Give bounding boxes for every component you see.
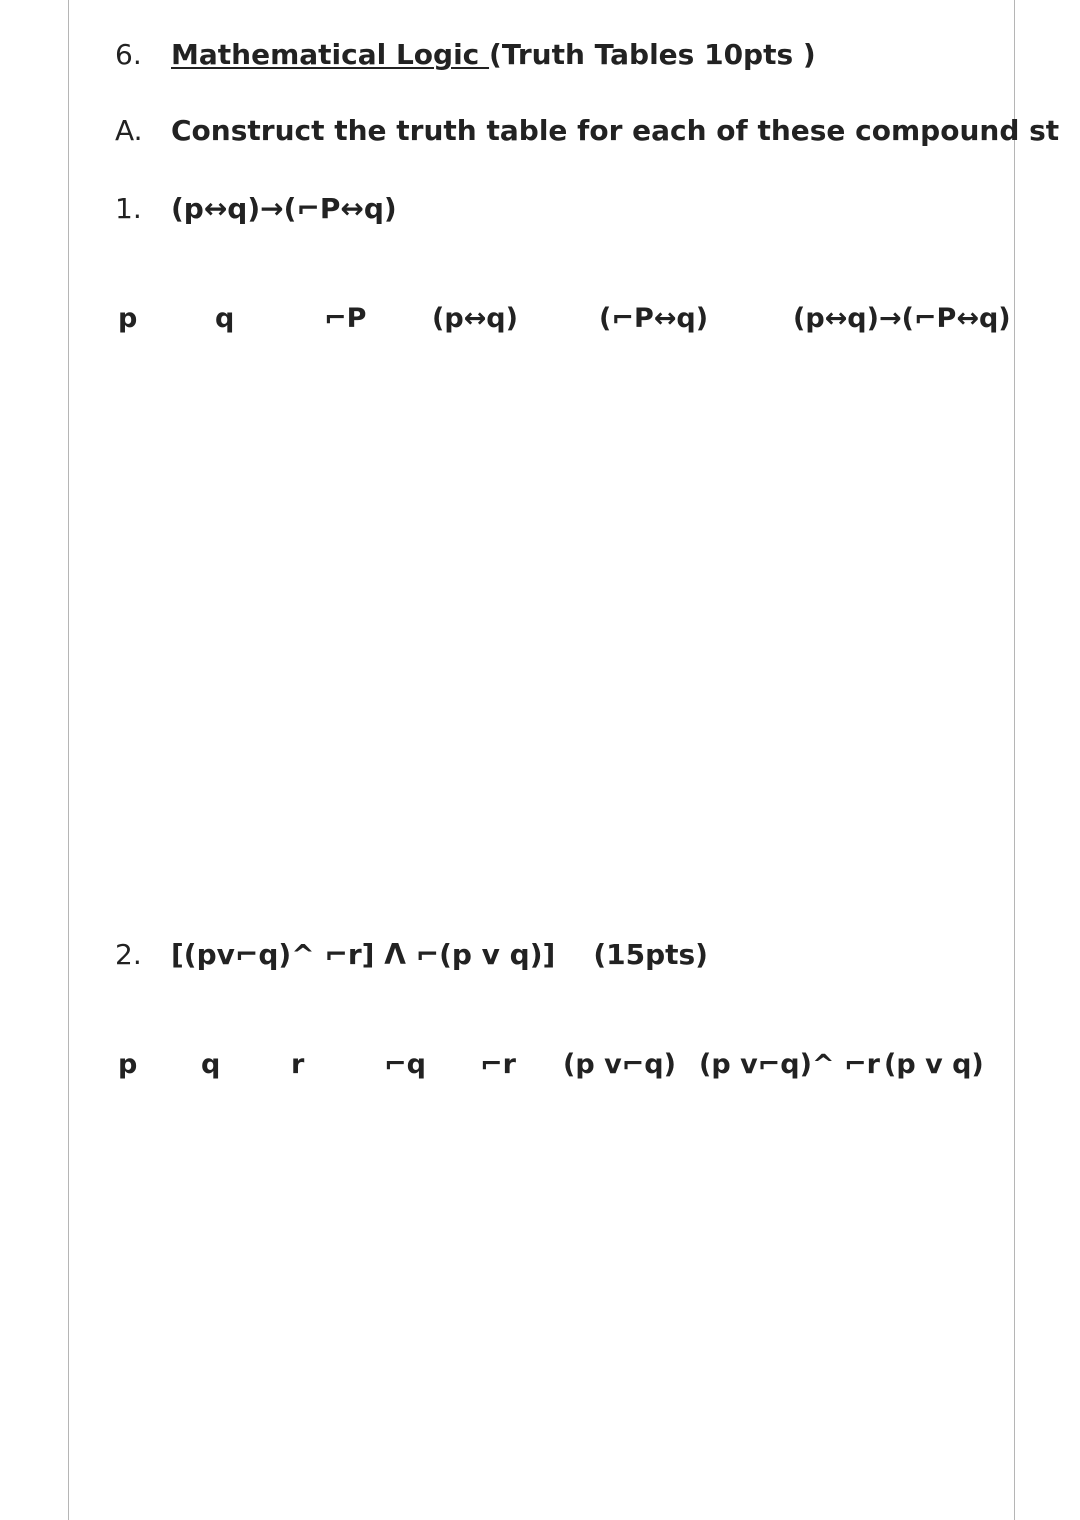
part-a-letter: A. xyxy=(115,114,143,147)
problem-2-heading xyxy=(115,938,708,972)
p1-header-p-iff-q: (p↔q) xyxy=(432,303,518,334)
problem-1-number: 1. xyxy=(115,192,142,225)
p1-header-not-p-iff-q: (⌐P↔q) xyxy=(599,303,709,334)
p2-header-not-q: ⌐q xyxy=(384,1049,426,1080)
section-title-rest: (Truth Tables 10pts ) xyxy=(489,38,816,71)
problem-1-heading xyxy=(115,192,397,226)
p2-header-p-or-not-q: (p v⌐q) xyxy=(563,1049,676,1080)
p2-header-q: q xyxy=(201,1049,221,1080)
section-heading xyxy=(115,38,816,72)
p2-header-not-r: ⌐r xyxy=(480,1049,516,1080)
p2-header-p: p xyxy=(118,1049,138,1080)
p2-header-and-not-r: (p v⌐q)^ ⌐r xyxy=(699,1049,880,1080)
part-a-instruction xyxy=(115,114,1060,148)
part-a-text: Construct the truth table for each of these compound st xyxy=(171,114,1060,147)
p1-header-p: p xyxy=(118,303,138,334)
section-number: 6. xyxy=(115,38,142,71)
problem-2-points: (15pts) xyxy=(593,938,708,971)
p1-header-q: q xyxy=(215,303,235,334)
section-title-underlined: Mathematical Logic xyxy=(171,38,490,71)
problem-1-expression: (p↔q)→(⌐P↔q) xyxy=(171,192,397,225)
p1-header-implication: (p↔q)→(⌐P↔q) xyxy=(793,303,1011,334)
p1-header-not-p: ⌐P xyxy=(324,303,367,334)
problem-2-expression: [(pv⌐q)^ ⌐r] Λ ⌐(p v q)] xyxy=(171,938,556,971)
problem-2-number: 2. xyxy=(115,938,142,971)
p2-header-p-or-q: (p v q) xyxy=(884,1049,984,1080)
p2-header-r: r xyxy=(291,1049,305,1080)
document-page xyxy=(68,0,1060,1520)
